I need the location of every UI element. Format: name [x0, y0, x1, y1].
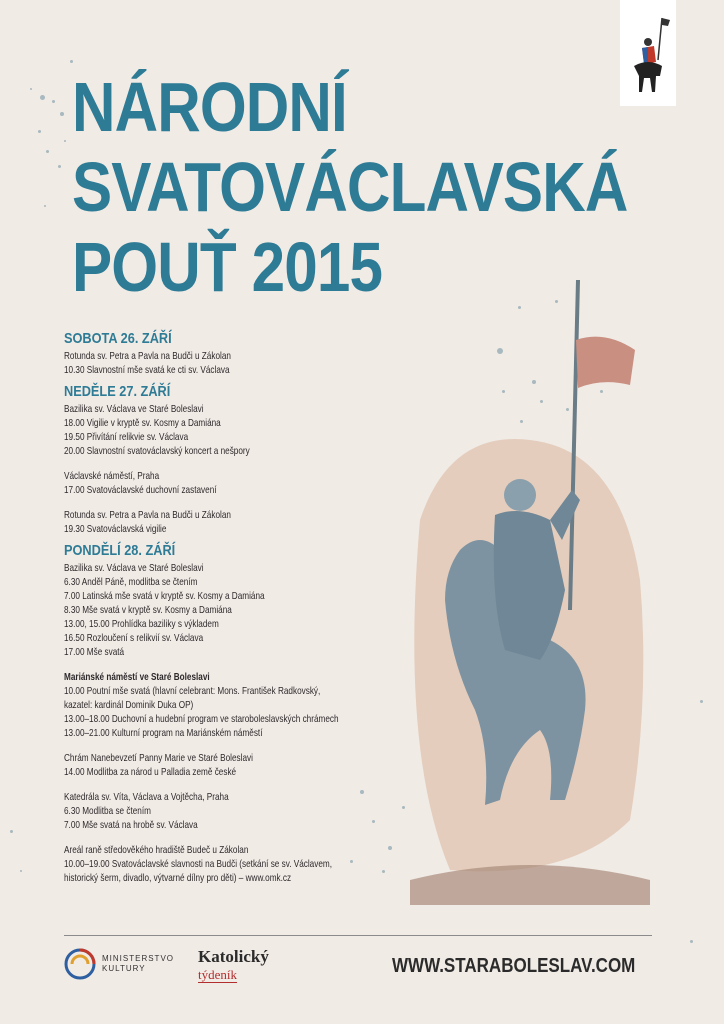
program-line: 13.00, 15.00 Prohlídka baziliky s výkladem — [64, 618, 219, 630]
program-line: 18.00 Vigilie v kryptě sv. Kosmy a Damiána — [64, 417, 221, 429]
venue-title: Mariánské náměstí ve Staré Boleslavi — [64, 671, 210, 683]
program-line: Václavské náměstí, Praha — [64, 470, 160, 482]
katolicky-tydenik-logo — [198, 948, 269, 984]
program-line: 17.00 Mše svatá — [64, 646, 125, 658]
katolicky-sub: týdeník — [198, 967, 237, 982]
horseman-icon — [620, 0, 676, 106]
splatter-dot — [20, 870, 22, 872]
splatter-dot — [52, 100, 55, 103]
program-line: 7.00 Latinská mše svatá v kryptě sv. Kosmy a Damiána — [64, 590, 265, 602]
day-heading-monday: PONDĚLÍ 28. ZÁŘÍ — [64, 542, 176, 559]
program-line: 20.00 Slavnostní svatováclavský koncert a nešpory — [64, 445, 250, 457]
program-line: kazatel: kardinál Dominik Duka OP) — [64, 699, 194, 711]
program-line: 13.00–18.00 Duchovní a hudební program ve staroboleslavských chrámech — [64, 713, 339, 725]
day-heading-sunday: NEDĚLE 27. ZÁŘÍ — [64, 383, 171, 400]
day-heading-saturday: SOBOTA 26. ZÁŘÍ — [64, 330, 172, 347]
program-line: 6.30 Modlitba se čtením — [64, 805, 151, 817]
splatter-dot — [700, 700, 703, 703]
footer-divider — [64, 935, 652, 936]
pilgrimage-logo — [620, 0, 676, 106]
program-line: Chrám Nanebevzetí Panny Marie ve Staré Boleslavi — [64, 752, 253, 764]
program-line: 19.50 Přivítání relikvie sv. Václava — [64, 431, 189, 443]
website-url[interactable]: WWW.STARABOLESLAV.COM — [392, 955, 636, 977]
ministry-of-culture-logo — [64, 948, 174, 980]
splatter-dot — [64, 140, 66, 142]
program-line: 16.50 Rozloučení s relikvií sv. Václava — [64, 632, 204, 644]
program-line: 14.00 Modlitba za národ u Palladia země české — [64, 766, 237, 778]
ministry-emblem-icon — [64, 948, 96, 980]
program-line: 7.00 Mše svatá na hrobě sv. Václava — [64, 819, 198, 831]
program-line: 13.00–21.00 Kulturní program na Mariánském náměstí — [64, 727, 263, 739]
ministry-text-line-2: KULTURY — [102, 964, 146, 973]
program-line: 17.00 Svatováclavské duchovní zastavení — [64, 484, 217, 496]
title-line-3: POUŤ 2015 — [72, 228, 383, 306]
program-line: historický šerm, divadlo, výtvarné dílny pro děti) – www.omk.cz — [64, 872, 292, 884]
splatter-dot — [10, 830, 13, 833]
program-line: 6.30 Anděl Páně, modlitba se čtením — [64, 576, 198, 588]
program-line: 8.30 Mše svatá v kryptě sv. Kosmy a Damiána — [64, 604, 232, 616]
program-line: 10.00 Poutní mše svatá (hlavní celebrant: Mons. František Radkovský, — [64, 685, 321, 697]
ministry-text-line-1: MINISTERSTVO — [102, 954, 175, 963]
statue-illustration — [390, 280, 670, 920]
program-line: Bazilika sv. Václava ve Staré Boleslavi — [64, 403, 204, 415]
splatter-dot — [690, 940, 693, 943]
program-line: Katedrála sv. Víta, Václava a Vojtěcha, Praha — [64, 791, 229, 803]
splatter-dot — [30, 88, 32, 90]
program-line: Bazilika sv. Václava ve Staré Boleslavi — [64, 562, 204, 574]
program-line: Rotunda sv. Petra a Pavla na Budči u Zákolan — [64, 350, 231, 362]
poster-title — [72, 68, 628, 312]
program-line: 10.30 Slavnostní mše svatá ke cti sv. Václava — [64, 364, 230, 376]
splatter-dot — [70, 60, 73, 63]
title-line-2: SVATOVÁCLAVSKÁ — [72, 148, 628, 226]
title-line-1: NÁRODNÍ — [72, 68, 347, 146]
program-line: 19.30 Svatováclavská vigilie — [64, 523, 167, 535]
splatter-dot — [40, 95, 45, 100]
katolicky-main: Katolický — [198, 947, 269, 966]
program-line: Rotunda sv. Petra a Pavla na Budči u Zákolan — [64, 509, 231, 521]
splatter-dot — [46, 150, 49, 153]
program-line: 10.00–19.00 Svatováclavské slavnosti na Budči (setkání se sv. Václavem, — [64, 858, 332, 870]
splatter-dot — [44, 205, 46, 207]
splatter-dot — [38, 130, 41, 133]
splatter-dot — [58, 165, 61, 168]
program-line: Areál raně středověkého hradiště Budeč u Zákolan — [64, 844, 249, 856]
program — [64, 330, 394, 885]
splatter-dot — [60, 112, 64, 116]
